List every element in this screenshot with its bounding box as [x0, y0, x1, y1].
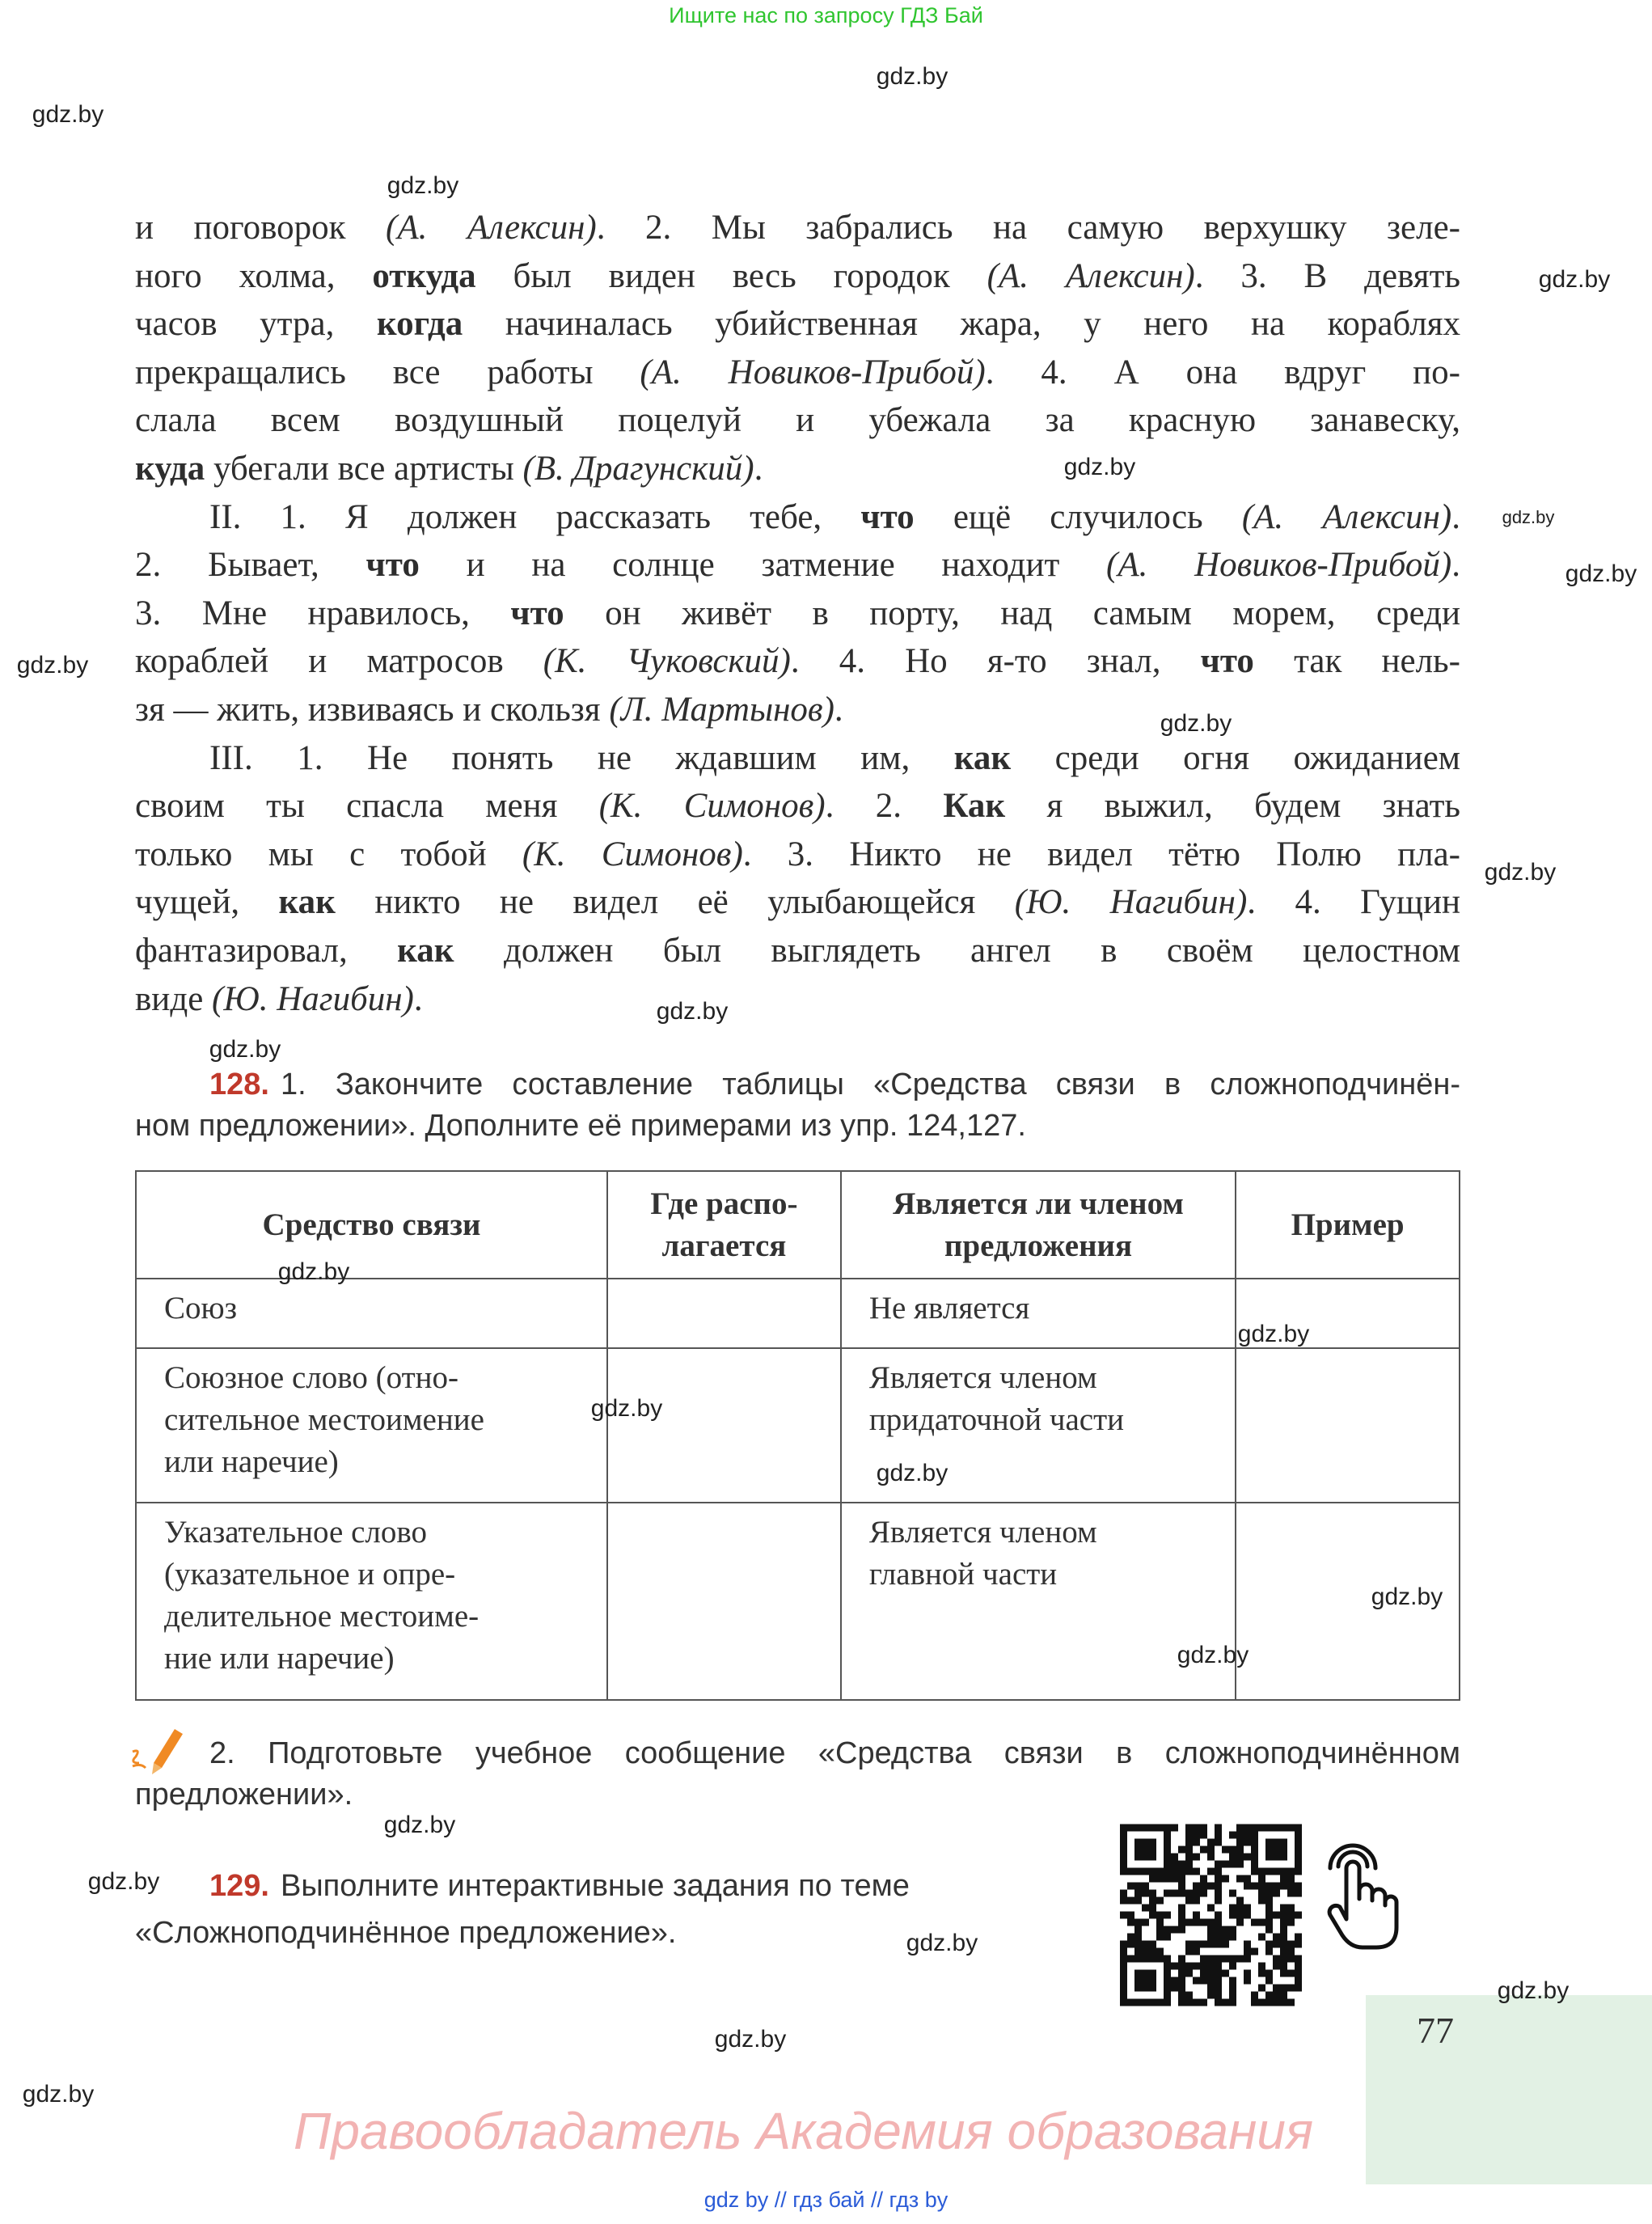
- text-segment: он живёт в порту, над самым морем, среди: [564, 594, 1460, 632]
- watermark: gdz.by: [1237, 1321, 1310, 1347]
- task-129: [135, 1862, 1025, 1956]
- text-segment: кораблей и матросов: [135, 642, 543, 681]
- text-segment: .: [834, 690, 843, 729]
- keyword: что: [1200, 642, 1254, 681]
- task-number: 129.: [209, 1869, 269, 1903]
- text-segment: и поговорок: [135, 209, 387, 247]
- watermark: gdz.by: [32, 101, 104, 128]
- table-cell: Союзное слово (отно- сительное местоимение или наречие): [136, 1348, 607, 1503]
- author-citation: (А. Новиков-Прибой): [1106, 546, 1452, 585]
- task-text: Выполните интерактивные задания по теме: [280, 1869, 910, 1903]
- text-segment: .: [1451, 497, 1460, 536]
- keyword: откуда: [372, 256, 476, 295]
- watermark: gdz.by: [87, 1868, 160, 1895]
- text-segment: .: [754, 449, 763, 488]
- copyright-notice: Правообладатель Академия образования: [294, 2102, 1314, 2160]
- author-citation: (А. Алексин): [987, 256, 1195, 295]
- text-line: [135, 734, 1460, 783]
- watermark: gdz.by: [1502, 507, 1555, 527]
- text-segment: часов утра,: [135, 305, 377, 344]
- keyword: куда: [135, 449, 205, 488]
- page-number-box: [1366, 1995, 1652, 2184]
- watermark: gdz.by: [209, 1036, 281, 1063]
- text-segment: никто не видел её улыбающейся: [335, 883, 1015, 922]
- text-segment: прекращались все работы: [135, 353, 640, 391]
- text-line: [135, 445, 1460, 493]
- table-cell: [607, 1503, 841, 1700]
- watermark: gdz.by: [876, 1460, 949, 1486]
- touch-hand-icon: [1322, 1842, 1399, 1951]
- connection-means-table: [135, 1170, 1460, 1701]
- text-line: [135, 590, 1460, 638]
- keyword: как: [397, 931, 454, 970]
- table-cell: [1236, 1348, 1460, 1503]
- keyword: Как: [943, 787, 1006, 826]
- text-line: [135, 252, 1460, 301]
- task-number: 128.: [209, 1068, 269, 1101]
- author-citation: (А. Алексин): [1241, 497, 1452, 536]
- table-row: [136, 1503, 1460, 1700]
- page-number: 77: [1417, 2010, 1454, 2051]
- text-segment: ещё случилось: [914, 497, 1242, 536]
- watermark: gdz.by: [714, 2026, 787, 2053]
- text-segment: зя — жить, извиваясь и скользя: [135, 690, 610, 729]
- text-line: [135, 637, 1460, 686]
- text-segment: слала всем воздушный поцелуй и убежала за красную занавеску,: [135, 401, 1460, 440]
- text-segment: 2. Бывает,: [135, 546, 366, 585]
- watermark: gdz.by: [876, 63, 949, 90]
- table-cell: Союз: [136, 1279, 607, 1348]
- text-line: [135, 300, 1460, 349]
- text-line: [135, 975, 1460, 1024]
- footer-links[interactable]: gdz by // гдз бай // гдз by: [703, 2188, 949, 2212]
- text-segment: был виден весь городок: [475, 256, 987, 295]
- table-cell: [607, 1279, 841, 1348]
- table-cell: Является членом главной части: [841, 1503, 1236, 1700]
- keyword: когда: [376, 305, 463, 344]
- watermark: gdz.by: [906, 1930, 978, 1956]
- watermark: gdz.by: [1565, 560, 1637, 587]
- author-citation: (Ю. Нагибин): [212, 979, 414, 1018]
- text-segment: . 3. В девять: [1194, 256, 1460, 295]
- text-segment: начиналась убийственная жара, у него на кораблях: [463, 305, 1460, 344]
- author-citation: (Л. Мартынов): [609, 690, 834, 729]
- task-128-part2: [135, 1733, 1460, 1816]
- exercise-127-text: [135, 204, 1460, 1023]
- watermark: gdz.by: [383, 1812, 456, 1838]
- keyword: как: [953, 738, 1012, 777]
- watermark: gdz.by: [1177, 1642, 1249, 1668]
- keyword: что: [510, 594, 564, 632]
- watermark: gdz.by: [1538, 266, 1611, 293]
- table-row: [136, 1348, 1460, 1503]
- text-segment: II. 1. Я должен рассказать тебе,: [209, 497, 861, 536]
- column-header: Пример: [1236, 1171, 1460, 1279]
- text-line: [135, 831, 1460, 879]
- author-citation: (К. Симонов): [522, 835, 743, 873]
- text-segment: своим ты спасла меня: [135, 787, 599, 826]
- watermark: gdz.by: [1497, 1977, 1570, 2004]
- text-segment: III. 1. Не понять не ждавшим им,: [209, 738, 954, 777]
- watermark: gdz.by: [277, 1258, 350, 1285]
- qr-code[interactable]: [1120, 1823, 1302, 2007]
- text-segment: . 2. Мы забрались на самую верхушку зеле-: [596, 209, 1460, 247]
- column-header: Средство связи: [136, 1171, 607, 1279]
- text-segment: . 4. Но я-то знал,: [790, 642, 1201, 681]
- text-segment: виде: [135, 979, 213, 1018]
- table-cell: Является членом придаточной части: [841, 1348, 1236, 1503]
- task-128: [135, 1064, 1460, 1147]
- watermark: gdz.by: [1063, 454, 1136, 480]
- keyword: как: [278, 883, 336, 922]
- text-line: [135, 541, 1460, 590]
- text-segment: .: [413, 979, 423, 1018]
- author-citation: (К. Симонов): [598, 787, 826, 826]
- task-text: «Сложноподчинённое предложение».: [135, 1916, 677, 1950]
- task-text: ном предложении». Дополните её примерами из упр. 124,127.: [135, 1109, 1026, 1143]
- text-line: [135, 349, 1460, 397]
- author-citation: (А. Алексин): [386, 209, 597, 247]
- watermark: gdz.by: [656, 998, 729, 1025]
- task-text: 2. Подготовьте учебное сообщение «Средства связи в сложноподчинённом: [209, 1736, 1460, 1770]
- column-header: Является ли членом предложения: [841, 1171, 1236, 1279]
- text-segment: и на солнце затмение находит: [419, 546, 1107, 585]
- author-citation: (К. Чуковский): [543, 642, 791, 681]
- text-line: [135, 686, 1460, 734]
- text-line: [135, 204, 1460, 252]
- text-line: [135, 782, 1460, 831]
- task-text: 1. Закончите составление таблицы «Средства связи в сложноподчинён-: [280, 1068, 1460, 1101]
- text-line: [135, 396, 1460, 445]
- text-segment: ного холма,: [135, 256, 373, 295]
- watermark: gdz.by: [387, 172, 459, 199]
- author-citation: (Ю. Нагибин): [1014, 883, 1248, 922]
- text-line: [135, 493, 1460, 542]
- text-segment: . 3. Никто не видел тётю Полю пла-: [742, 835, 1460, 873]
- column-header: Где распо- лагается: [607, 1171, 841, 1279]
- text-segment: фантазировал,: [135, 931, 398, 970]
- table-cell: Не является: [841, 1279, 1236, 1348]
- text-segment: только мы с тобой: [135, 835, 522, 873]
- search-hint[interactable]: Ищите нас по запросу ГДЗ Бай: [669, 3, 983, 27]
- text-segment: 3. Мне нравилось,: [135, 594, 511, 632]
- text-segment: так нель-: [1253, 642, 1460, 681]
- text-segment: среди огня ожиданием: [1011, 738, 1460, 777]
- text-segment: убегали все артисты: [205, 449, 523, 488]
- keyword: что: [860, 497, 915, 536]
- text-line: [135, 878, 1460, 927]
- author-citation: (В. Драгунский): [522, 449, 754, 488]
- watermark: gdz.by: [16, 652, 89, 679]
- text-segment: .: [1451, 546, 1460, 585]
- task-text: предложении».: [135, 1778, 353, 1812]
- text-segment: должен был выглядеть ангел в своём целостном: [454, 931, 1460, 970]
- table-cell: [607, 1348, 841, 1503]
- watermark: gdz.by: [22, 2081, 95, 2108]
- text-segment: чущей,: [135, 883, 279, 922]
- watermark: gdz.by: [1160, 710, 1232, 737]
- text-segment: . 2.: [825, 787, 944, 826]
- text-segment: . 4. А она вдруг по-: [985, 353, 1461, 391]
- watermark: gdz.by: [590, 1395, 663, 1422]
- keyword: что: [365, 546, 420, 585]
- text-line: [135, 927, 1460, 975]
- text-segment: я выжил, будем знать: [1005, 787, 1461, 826]
- watermark: gdz.by: [1371, 1583, 1443, 1610]
- watermark: gdz.by: [1484, 859, 1557, 886]
- author-citation: (А. Новиков-Прибой): [640, 353, 986, 391]
- text-segment: . 4. Гущин: [1247, 883, 1460, 922]
- table-cell: Указательное слово (указательное и опре- делительное местоиме- ние или наречие): [136, 1503, 607, 1700]
